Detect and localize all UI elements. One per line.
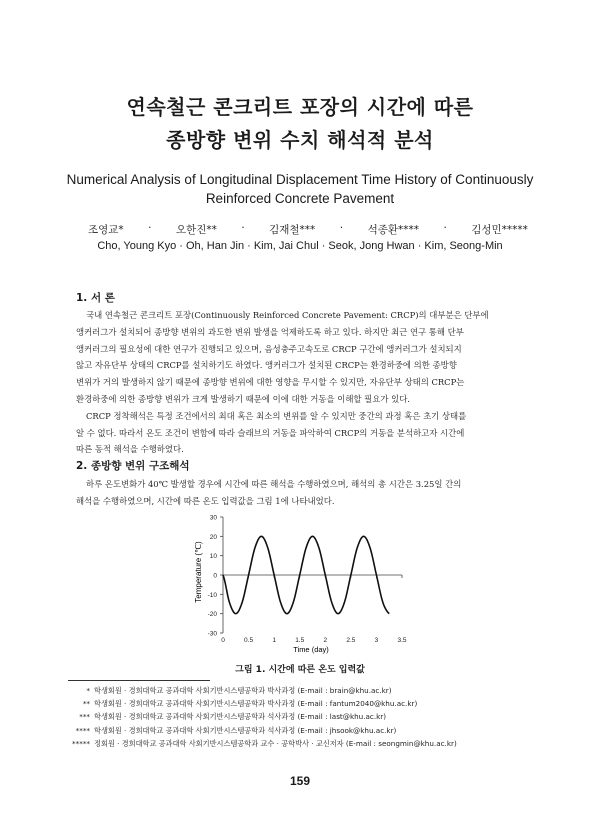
section-1-heading: 1. 서 론	[76, 292, 115, 304]
section-2-body	[76, 476, 532, 510]
x-tick-label: 2	[323, 637, 328, 644]
author-ko: 조영교*	[88, 224, 124, 236]
title-korean-line-2: 종방향 변위 수치 해석적 분석	[166, 128, 434, 152]
text-line: 변위가 거의 발생하지 않기 때문에 종방향 변위에 대한 영향을 무시할 수 있지만, 자유단부 상태의 CRCP는	[76, 377, 465, 388]
author-separator: ·	[148, 222, 152, 234]
section-1-body	[76, 307, 532, 458]
footnote	[64, 710, 457, 723]
author-separator: ·	[241, 222, 245, 234]
author-ko: 오한진**	[175, 224, 217, 236]
text-line: 앵커러그가 설치되어 종방향 변위의 과도한 변위 발생을 억제하도록 하고 있다. 하지만 최근 연구 통해 단부	[76, 326, 464, 337]
authors-korean	[88, 222, 528, 237]
footnote-mark: **	[82, 699, 90, 709]
author-separator: ·	[339, 222, 344, 234]
chart-axes	[223, 517, 402, 633]
footnote	[64, 737, 457, 750]
x-tick-label: 3.5	[397, 637, 407, 644]
temperature-time-chart	[190, 508, 420, 660]
text-line: 따른 동적 해석을 수행하였다.	[76, 444, 184, 455]
footnote-mark: *****	[72, 738, 90, 748]
footnotes	[64, 684, 457, 750]
title-korean-line-1: 연속철근 콘크리트 포장의 시간에 따른	[126, 95, 474, 119]
text-line: 해석을 수행하였으며, 시간에 따른 온도 입력값을 그림 1에 나타내었다.	[76, 495, 335, 506]
author-ko: 김성민*****	[471, 224, 528, 236]
footnote	[64, 684, 457, 697]
author-ko: 김재철***	[269, 224, 316, 236]
x-axis-label: Time (day)	[293, 645, 329, 654]
footnote-text: 정회원 · 경희대학교 공과대학 사회기반시스템공학과 교수 · 공학박사 · 교신저자 (E-mail : seongmin@khu.ac.kr)	[94, 738, 457, 748]
y-tick-label: -10	[207, 591, 217, 599]
y-tick-label: -20	[207, 611, 217, 619]
y-tick-label: 20	[209, 533, 217, 541]
footnote-divider	[68, 680, 210, 681]
x-tick-label: 2.5	[346, 637, 356, 644]
section-2-heading: 2. 종방향 변위 구조해석	[76, 460, 190, 472]
text-line: 알 수 없다. 따라서 온도 조건이 변함에 따라 슬래브의 거동을 파악하여 CRCP의 거동을 분석하고자 시간에	[76, 427, 465, 438]
y-tick-label: 0	[213, 572, 217, 580]
text-line: CRCP 정착해석은 특정 조건에서의 최대 혹은 최소의 변위를 알 수 있지만 중간의 과정 혹은 초기 상태를	[86, 410, 467, 421]
author-ko: 석종환****	[367, 224, 419, 236]
page-number: 159	[289, 774, 311, 788]
authors-english: Cho, Young Kyo · Oh, Han Jin · Kim, Jai Chul · Seok, Jong Hwan · Kim, Seong-Min	[97, 240, 503, 252]
figure-1-caption: 그림 1. 시간에 따른 온도 입력값	[235, 665, 365, 675]
x-tick-label: 0	[221, 637, 225, 644]
footnote-text: 학생회원 · 경희대학교 공과대학 사회기반시스템공학과 석사과정 (E-mail : last@khu.ac.kr)	[94, 712, 387, 722]
text-line: 국내 연속철근 콘크리트 포장(Continuously Reinforced Concrete Pavement: CRCP)의 대부분은 단부에	[86, 310, 489, 320]
text-line: 앵커러그의 필요성에 대한 연구가 진행되고 있으며, 음성충주고속도로 CRCP 구간에 앵커러그가 설치되지	[76, 343, 462, 354]
footnote-mark: ****	[75, 725, 90, 735]
x-tick-label: 1	[272, 637, 276, 644]
y-tick-label: -30	[207, 630, 217, 638]
text-line: 않고 자유단부 상태의 CRCP를 설치하기도 하였다. 앵커러그가 설치된 CRCP는 환경하중에 의한 종방향	[76, 360, 457, 371]
x-tick-label: 0.5	[244, 637, 254, 644]
x-tick-label: 3	[374, 637, 379, 644]
title-english-line-2: Reinforced Concrete Pavement	[205, 191, 395, 206]
footnote-text: 학생회원 · 경희대학교 공과대학 사회기반시스템공학과 박사과정 (E-mail : brain@khu.ac.kr)	[94, 686, 392, 695]
y-tick-label: 30	[209, 514, 217, 522]
text-line: 환경하중에 의한 종방향 변위가 크게 발생하기 때문에 이에 대한 거동을 이해할 필요가 있다.	[76, 393, 410, 404]
footnote-mark: ***	[79, 712, 90, 722]
footnote-text: 학생회원 · 경희대학교 공과대학 사회기반시스템공학과 석사과정 (E-mail : jhsook@khu.ac.kr)	[94, 725, 397, 735]
footnote-text: 학생회원 · 경희대학교 공과대학 사회기반시스템공학과 박사과정 (E-mail : fantum2040@khu.ac.kr)	[94, 699, 418, 709]
y-tick-label: 10	[209, 553, 217, 561]
x-tick-label: 1.5	[295, 637, 305, 644]
text-line: 하루 온도변화가 40℃ 발생할 경우에 시간에 따른 해석을 수행하였으며, 해석의 총 시간은 3.25일 간의	[86, 479, 462, 489]
footnote	[64, 697, 457, 710]
y-axis-label: Temperature (℃)	[194, 541, 203, 603]
author-separator: ·	[443, 222, 447, 234]
footnote	[64, 724, 457, 737]
footnote-mark: *	[86, 686, 90, 695]
title-english-line-1: Numerical Analysis of Longitudinal Displacement Time History of Continuously	[66, 172, 534, 187]
